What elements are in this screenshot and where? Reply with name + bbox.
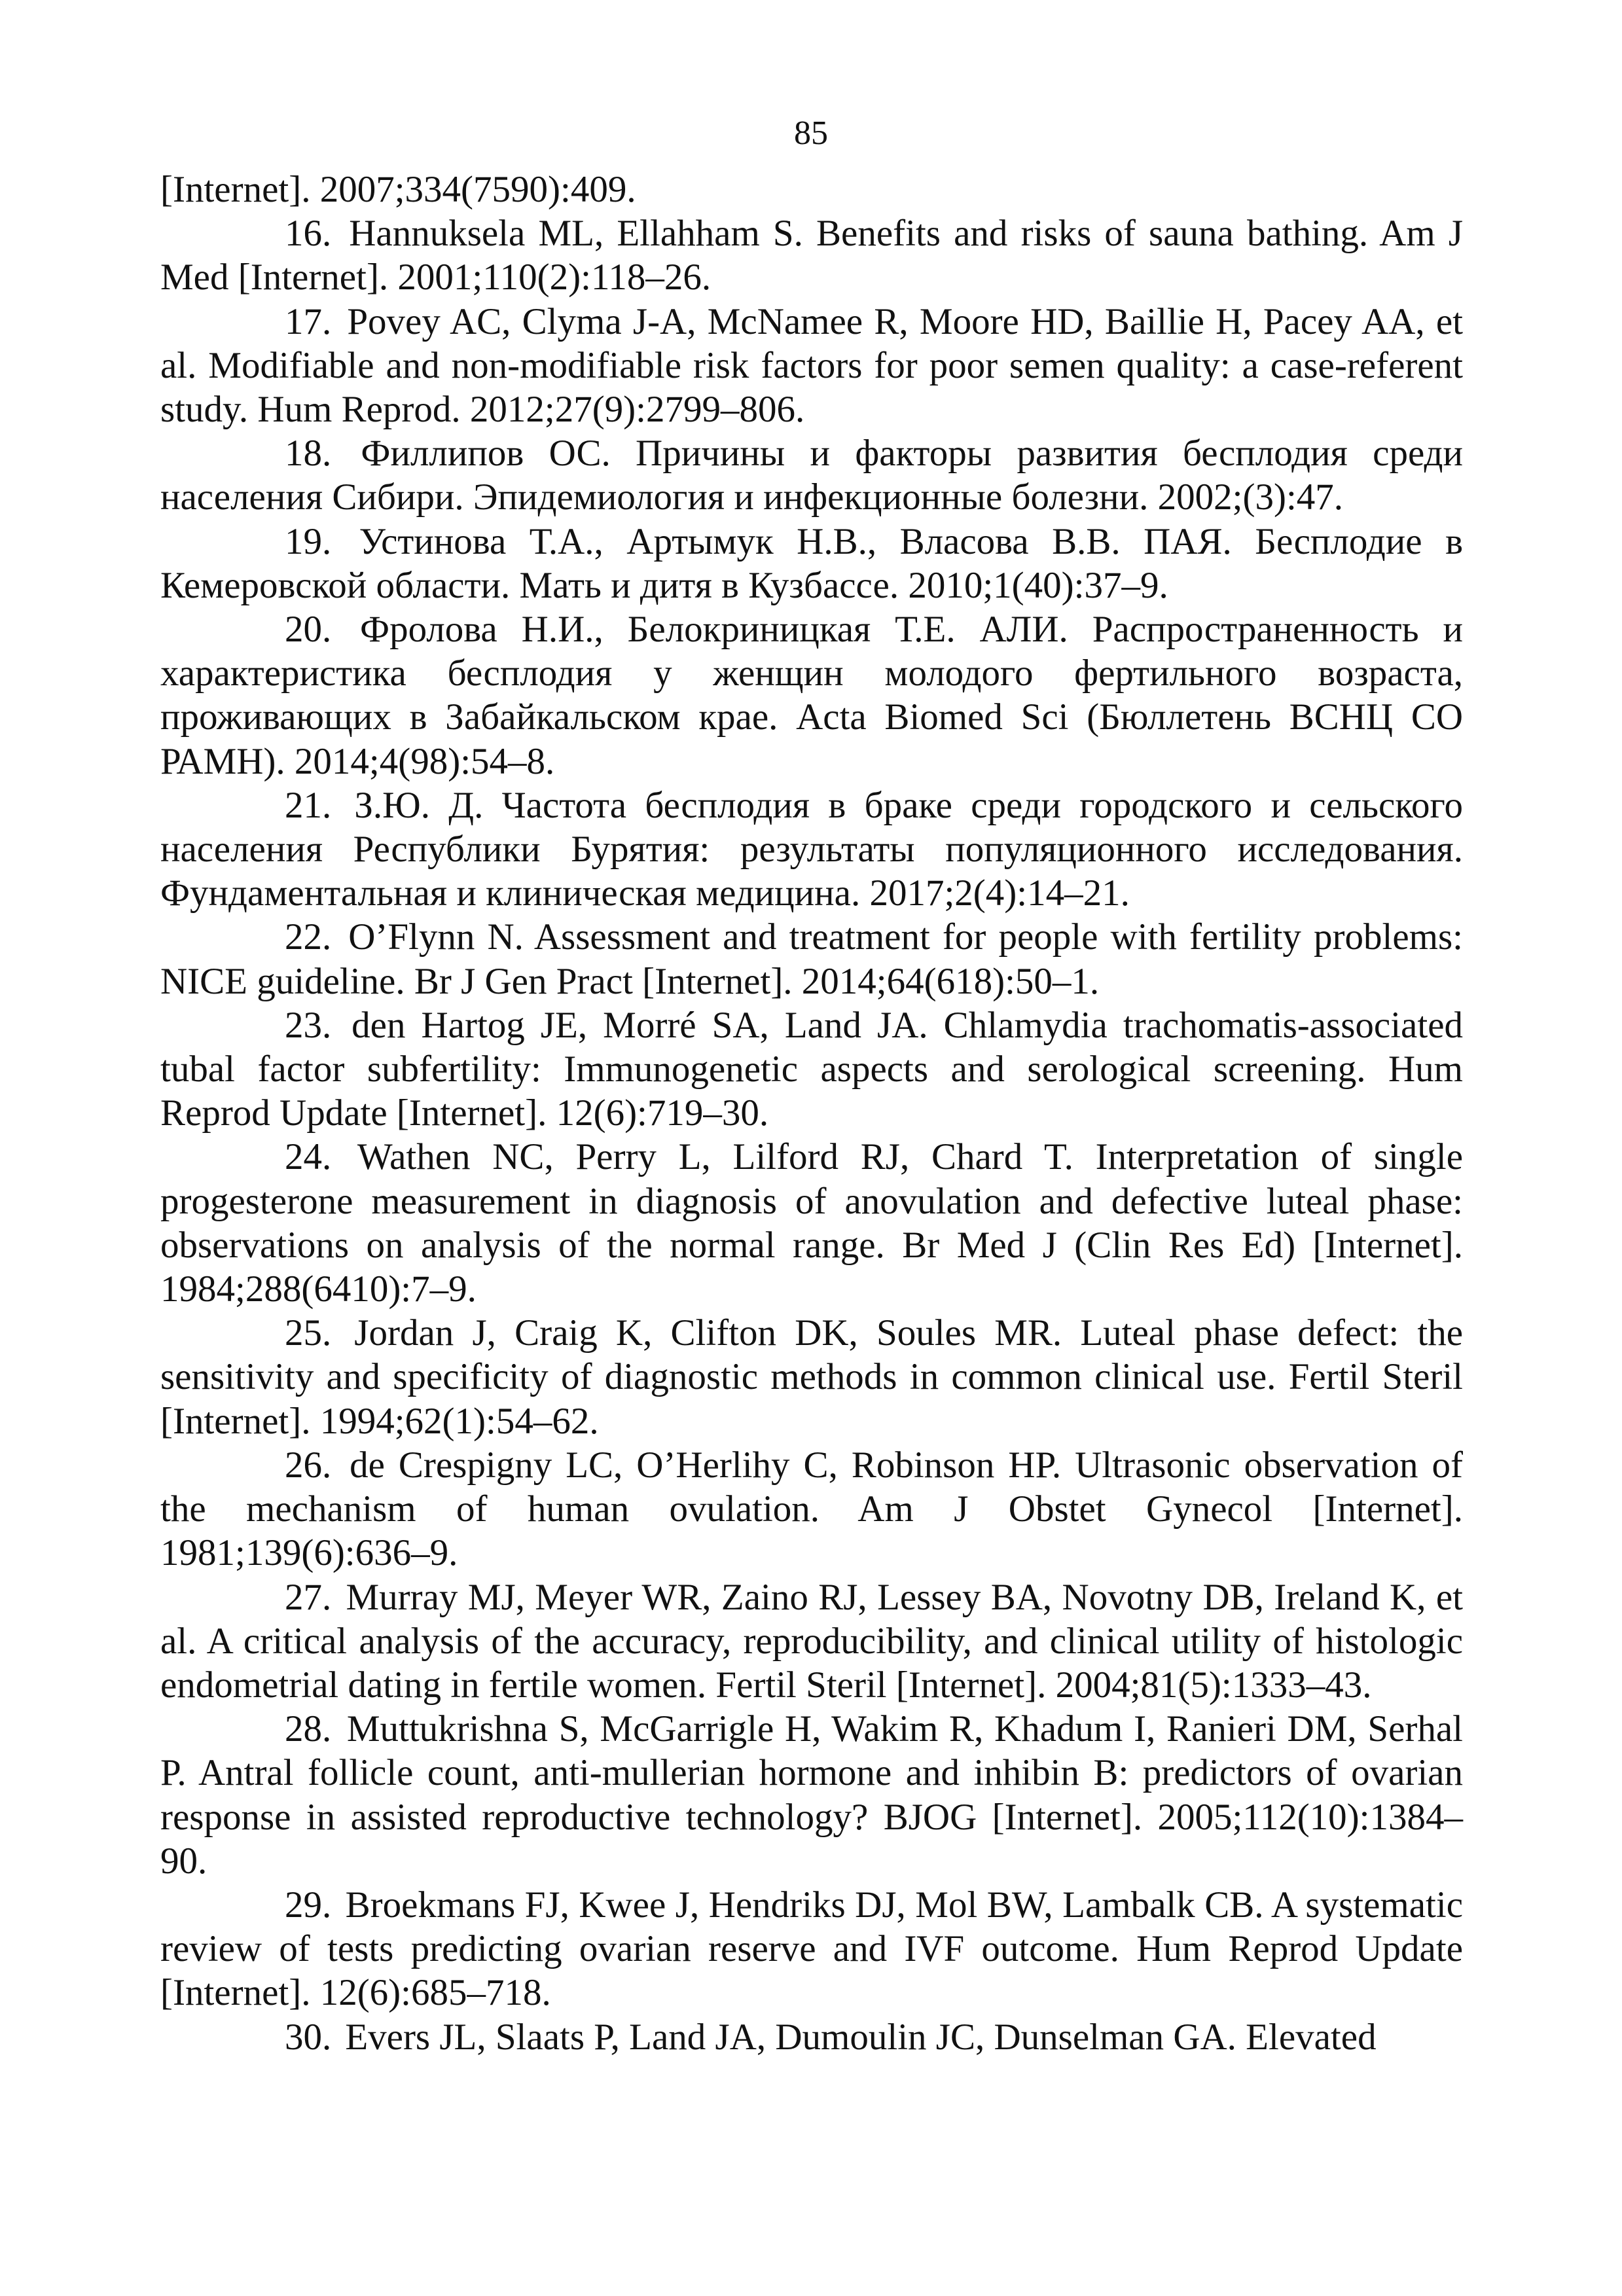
reference-number: 22.	[285, 916, 332, 958]
reference-text: Wathen NC, Perry L, Lilford RJ, Chard T. Interpretation of single progesterone measurement in diagnosis of anovulation and defective luteal phase: observations on analysis of the normal range. Br Med J (Clin Res Ed) [Internet]. 1984;288(6410):7–9.	[160, 1136, 1463, 1310]
reference-29	[160, 1883, 1463, 2015]
reference-25	[160, 1311, 1463, 1443]
reference-18	[160, 431, 1463, 519]
reference-30	[160, 2015, 1463, 2059]
reference-text: Muttukrishna S, McGarrigle H, Wakim R, Khadum I, Ranieri DM, Serhal P. Antral follicle count, anti-mullerian hormone and inhibin B: predictors of ovarian response in assisted reproductive technology? BJOG [Internet]. 2005;112(10):1384–90.	[160, 1708, 1464, 1882]
reference-number: 16.	[285, 213, 332, 255]
reference-text: Устинова Т.А., Артымук Н.В., Власова В.В. ПАЯ. Бесплодие в Кемеровской области. Мать и дитя в Кузбассе. 2010;1(40):37–9.	[160, 520, 1463, 606]
reference-continuation	[160, 168, 1463, 211]
reference-text: O’Flynn N. Assessment and treatment for people with fertility problems: NICE guideline. Br J Gen Pract [Internet]. 2014;64(618):50–1.	[160, 916, 1464, 1002]
reference-16	[160, 211, 1463, 299]
reference-number: 24.	[285, 1136, 332, 1178]
reference-text: de Crespigny LC, O’Herlihy C, Robinson HP. Ultrasonic observation of the mechanism of human ovulation. Am J Obstet Gynecol [Internet]. 1981;139(6):636–9.	[160, 1444, 1463, 1574]
reference-number: 27.	[285, 1576, 332, 1618]
reference-text: Broekmans FJ, Kwee J, Hendriks DJ, Mol BW, Lambalk CB. A systematic review of tests predicting ovarian reserve and IVF outcome. Hum Reprod Update [Internet]. 12(6):685–718.	[160, 1884, 1464, 2014]
reference-number: 19.	[285, 520, 332, 562]
reference-text: Филлипов ОС. Причины и факторы развития бесплодия среди населения Сибири. Эпидемиология и инфекционные болезни. 2002;(3):47.	[160, 433, 1464, 518]
reference-22	[160, 915, 1463, 1003]
reference-number: 23.	[285, 1004, 332, 1046]
reference-number: 18.	[285, 433, 332, 475]
reference-21	[160, 783, 1463, 916]
reference-list	[160, 168, 1463, 2059]
reference-number: 28.	[285, 1708, 332, 1750]
reference-number: 29.	[285, 1884, 332, 1926]
reference-number: 26.	[285, 1444, 332, 1486]
reference-26	[160, 1443, 1463, 1575]
reference-17	[160, 300, 1463, 432]
reference-19	[160, 520, 1463, 607]
reference-text: Povey AC, Clyma J-A, McNamee R, Moore HD, Baillie H, Pacey AA, et al. Modifiable and non-modifiable risk factors for poor semen quality: a case-referent study. Hum Reprod. 2012;27(9):2799–806.	[160, 300, 1464, 431]
reference-number: 20.	[285, 609, 332, 651]
reference-text: Evers JL, Slaats P, Land JA, Dumoulin JC, Dunselman GA. Elevated	[345, 2016, 1377, 2058]
reference-number: 30.	[285, 2016, 332, 2058]
reference-number: 17.	[285, 300, 332, 342]
reference-number: 21.	[285, 784, 332, 826]
reference-text: Jordan J, Craig K, Clifton DK, Soules MR. Luteal phase defect: the sensitivity and specificity of diagnostic methods in common clinical use. Fertil Steril [Internet]. 1994;62(1):54–62.	[160, 1312, 1464, 1442]
reference-20	[160, 607, 1463, 783]
reference-28	[160, 1707, 1463, 1883]
reference-text: [Internet]. 2007;334(7590):409.	[160, 169, 636, 210]
reference-27	[160, 1575, 1463, 1708]
reference-text: Murray MJ, Meyer WR, Zaino RJ, Lessey BA, Novotny DB, Ireland K, et al. A critical analysis of the accuracy, reproducibility, and clinical utility of histologic endometrial dating in fertile women. Fertil Steril [Internet]. 2004;81(5):1333–43.	[160, 1576, 1463, 1706]
reference-text: Фролова Н.И., Белокриницкая Т.Е. АЛИ. Распространенность и характеристика бесплодия у женщин молодого фертильного возраста, проживающих в Забайкальском крае. Acta Biomed Sci (Бюллетень ВСНЦ СО РАМН). 2014;4(98):54–8.	[160, 609, 1464, 782]
reference-text: Hannuksela ML, Ellahham S. Benefits and risks of sauna bathing. Am J Med [Internet]. 2001;110(2):118–26.	[160, 213, 1464, 298]
reference-24	[160, 1135, 1463, 1311]
reference-23	[160, 1003, 1463, 1136]
reference-number: 25.	[285, 1312, 332, 1354]
reference-text: З.Ю. Д. Частота бесплодия в браке среди городского и сельского населения Республики Бурятия: результаты популяционного исследования. Фундаментальная и клиническая медицина. 2017;2(4):14–21.	[160, 784, 1463, 914]
reference-text: den Hartog JE, Morré SA, Land JA. Chlamydia trachomatis-associated tubal factor subfertility: Immunogenetic aspects and serological screening. Hum Reprod Update [Internet]. 12(6):719–30.	[160, 1004, 1463, 1134]
page-number: 85	[794, 115, 828, 152]
